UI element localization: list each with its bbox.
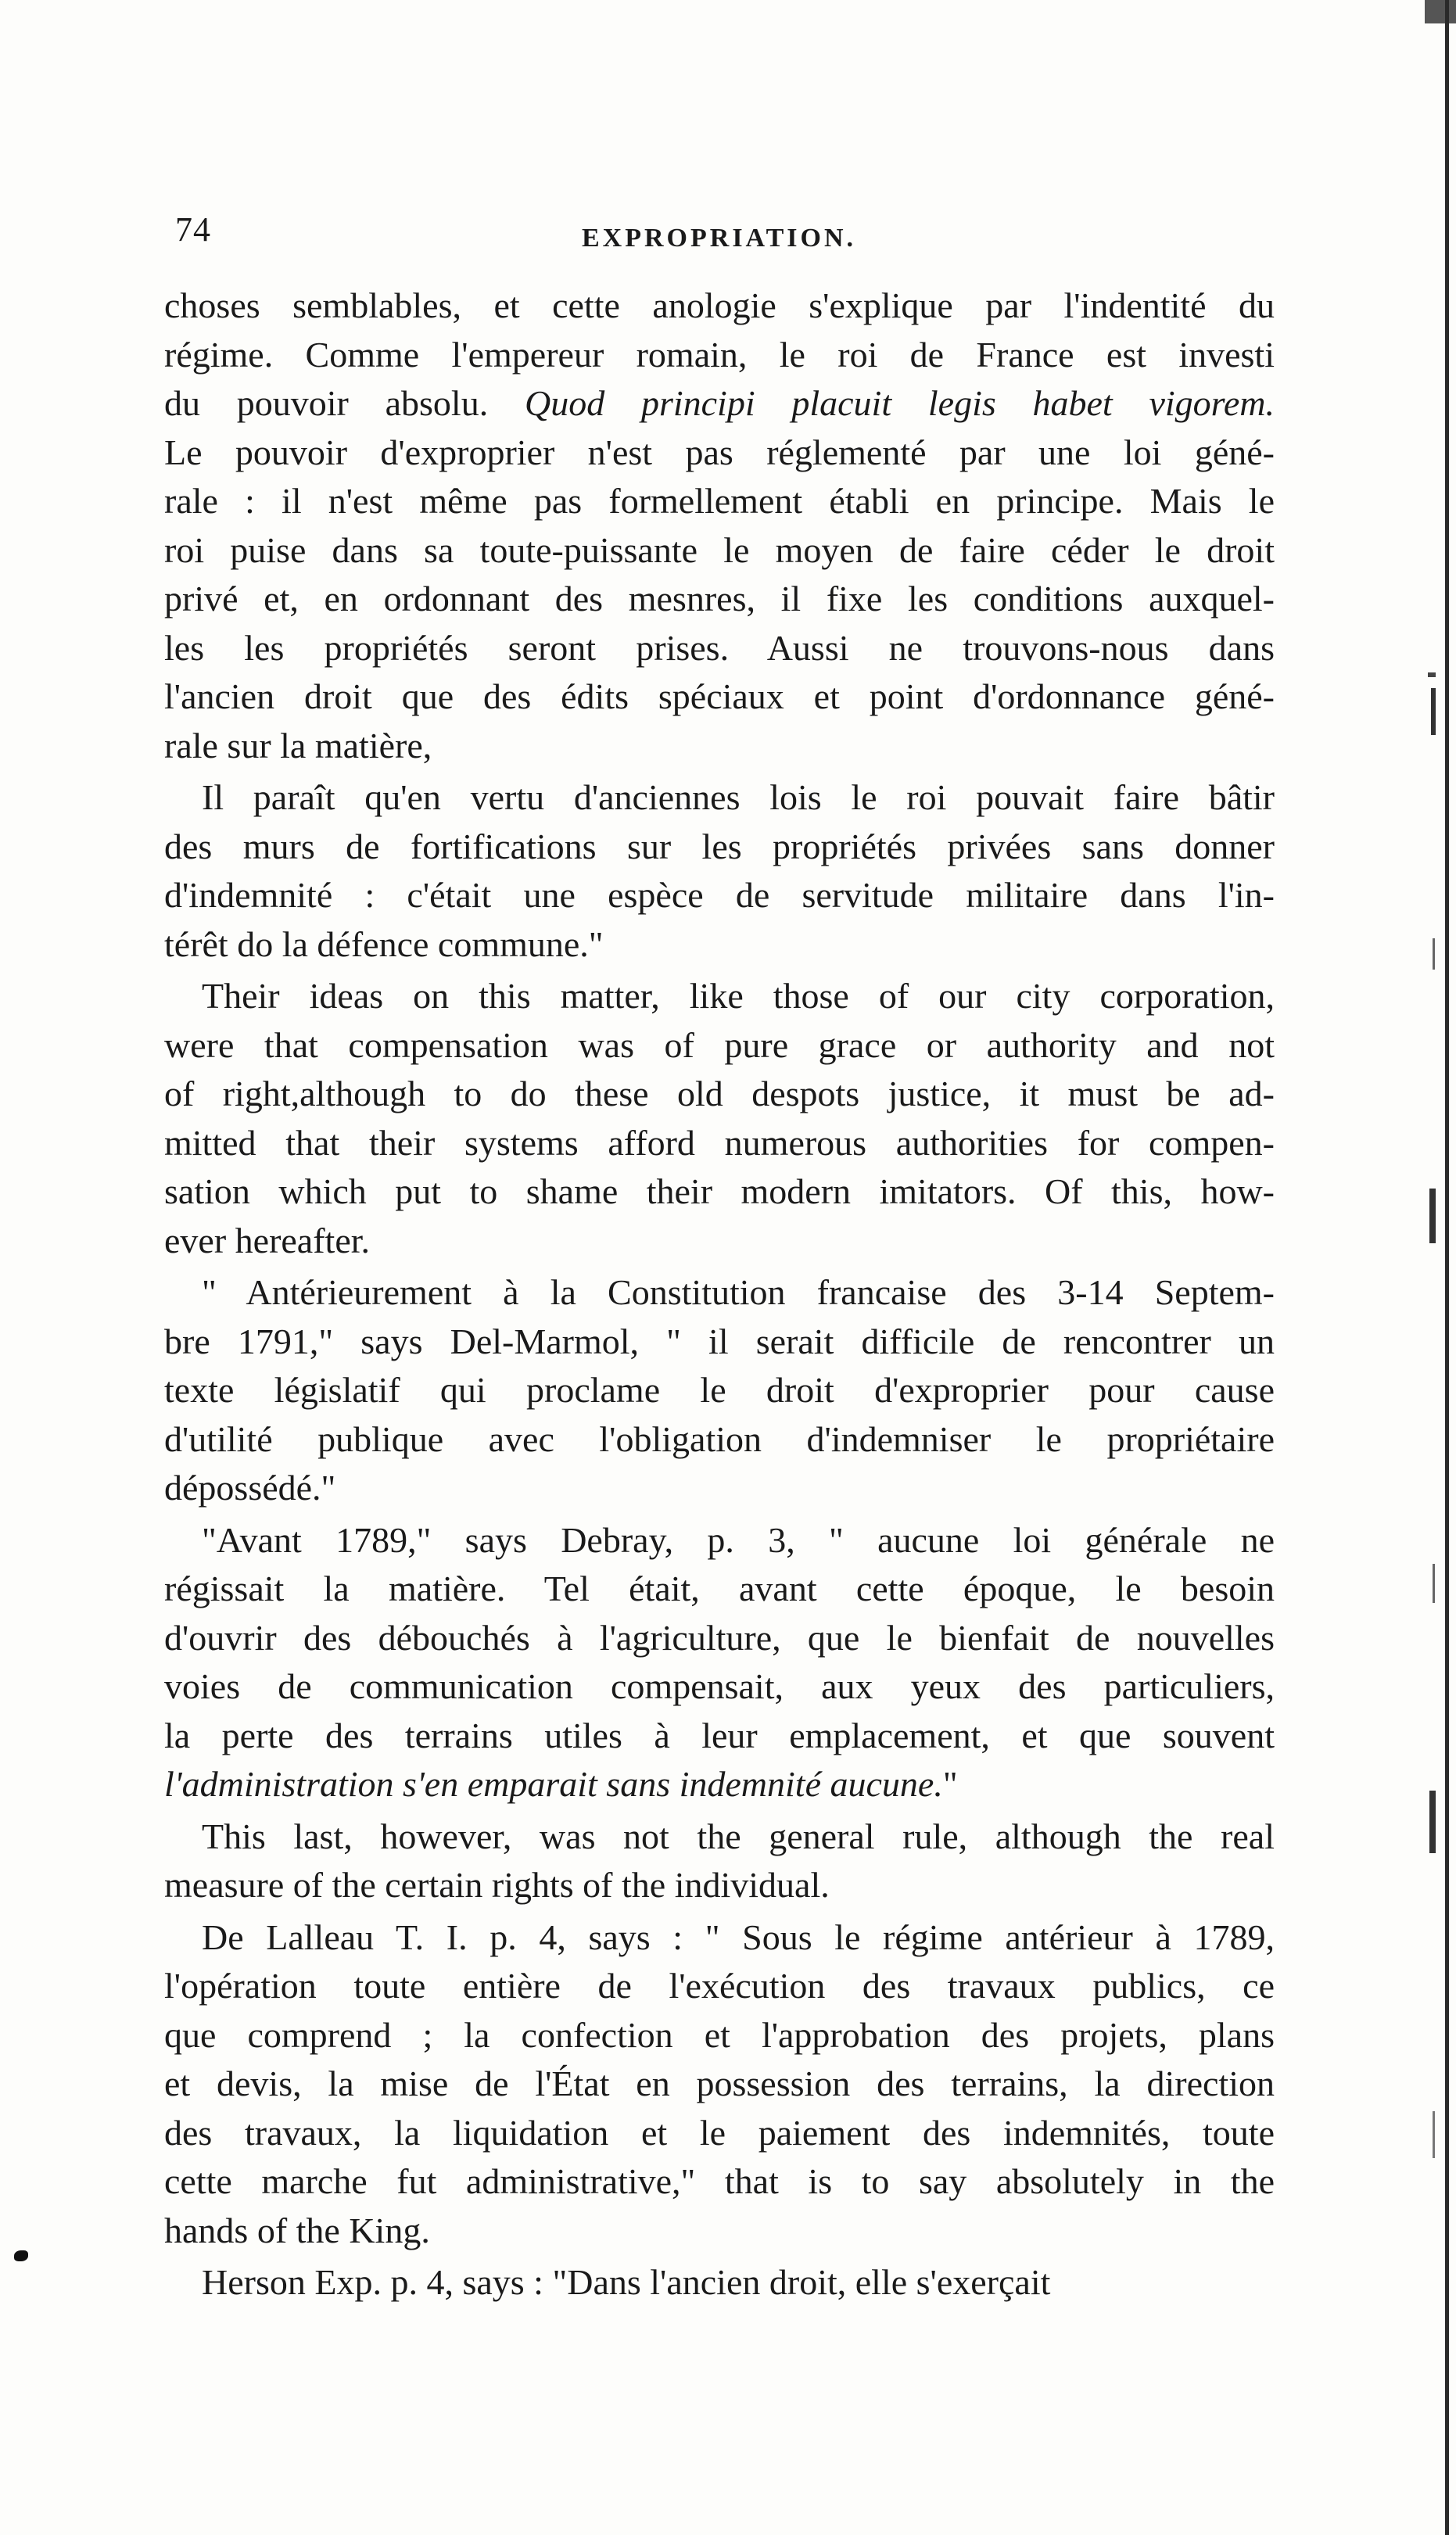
text-line: d'utilité publique avec l'obligation d'indemniser le propriétaire bbox=[164, 1418, 1275, 1459]
paragraph bbox=[164, 2258, 1275, 2307]
text-line: of right,although to do these old despots justice, it must be ad- bbox=[164, 1074, 1275, 1113]
text-line: régissait la matière. Tel était, avant cette époque, le besoin bbox=[164, 1569, 1275, 1608]
paragraph bbox=[164, 1516, 1275, 1809]
text-line: voies de communication compensait, aux yeux des particuliers, bbox=[164, 1666, 1275, 1706]
text-line: térêt do la défence commune." bbox=[164, 923, 604, 964]
text-line: d'indemnité : c'était une espèce de servitude militaire dans l'in- bbox=[164, 875, 1275, 915]
text-line: roi puise dans sa toute-puissante le moyen de faire céder le droit bbox=[164, 529, 1275, 570]
page-header bbox=[175, 210, 1286, 256]
text-line: l'administration s'en emparait sans indemnité aucune." bbox=[164, 1764, 958, 1804]
page-number: 74 bbox=[175, 210, 211, 249]
text-line: cette marche fut administrative," that is to say absolutely in the bbox=[164, 2161, 1275, 2201]
text-line: Il paraît qu'en vertu d'anciennes lois le roi pouvait faire bâtir bbox=[202, 777, 1275, 817]
text-line: Their ideas on this matter, like those of our city corporation, bbox=[202, 976, 1275, 1016]
text-line: sation which put to shame their modern imitators. Of this, how- bbox=[164, 1171, 1275, 1211]
text-line: hands of the King. bbox=[164, 2210, 430, 2250]
text-line: measure of the certain rights of the individual. bbox=[164, 1865, 830, 1905]
paragraph bbox=[164, 972, 1275, 1265]
text-line: " Antérieurement à la Constitution francaise des 3-14 Septem- bbox=[202, 1272, 1275, 1312]
paragraph bbox=[164, 1913, 1275, 2256]
text-line: des murs de fortifications sur les propriétés privées sans donner bbox=[164, 826, 1275, 866]
text-line: bre 1791," says Del-Marmol, " il serait difficile de rencontrer un bbox=[164, 1321, 1275, 1361]
text-line: dépossédé." bbox=[164, 1468, 336, 1508]
text-line: rale sur la matière, bbox=[164, 725, 432, 766]
body-text bbox=[164, 281, 1275, 2307]
text-line: et devis, la mise de l'État en possession des terrains, la direction bbox=[164, 2063, 1275, 2103]
paragraph bbox=[164, 1813, 1275, 1910]
text-line: rale : il n'est même pas formellement établi en principe. Mais le bbox=[164, 481, 1275, 521]
text-line: privé et, en ordonnant des mesnres, il fixe les conditions auxquel- bbox=[164, 579, 1275, 619]
text-line: This last, however, was not the general rule, although the real bbox=[202, 1816, 1275, 1856]
text-line: were that compensation was of pure grace or authority and not bbox=[164, 1024, 1275, 1065]
text-line: l'ancien droit que des édits spéciaux et point d'ordonnance géné- bbox=[164, 676, 1275, 716]
running-head: EXPROPRIATION. bbox=[582, 224, 856, 253]
scan-speck bbox=[14, 2250, 28, 2261]
text-line: mitted that their systems afford numerous authorities for compen- bbox=[164, 1122, 1275, 1163]
text-line: du pouvoir absolu. Quod principi placuit legis habet vigorem. bbox=[164, 383, 1275, 423]
text-line: l'opération toute entière de l'exécution des travaux publics, ce bbox=[164, 1966, 1275, 2006]
text-line: la perte des terrains utiles à leur emplacement, et que souvent bbox=[164, 1715, 1275, 1755]
text-line: régime. Comme l'empereur romain, le roi de France est investi bbox=[164, 334, 1275, 375]
text-line: Herson Exp. p. 4, says : "Dans l'ancien droit, elle s'exerçait bbox=[202, 2262, 1051, 2302]
text-line: texte législatif qui proclame le droit d'exproprier pour cause bbox=[164, 1370, 1275, 1410]
text-line: des travaux, la liquidation et le paiement des indemnités, toute bbox=[164, 2112, 1275, 2153]
text-line: d'ouvrir des débouchés à l'agriculture, que le bienfait de nouvelles bbox=[164, 1617, 1275, 1658]
text-line: De Lalleau T. I. p. 4, says : " Sous le régime antérieur à 1789, bbox=[202, 1916, 1275, 1957]
paragraph bbox=[164, 281, 1275, 770]
scan-edge-artifacts bbox=[1425, 0, 1456, 2535]
text-line: ever hereafter. bbox=[164, 1220, 371, 1260]
text-line: que comprend ; la confection et l'approbation des projets, plans bbox=[164, 2014, 1275, 2055]
paragraph bbox=[164, 773, 1275, 969]
text-line: les les propriétés seront prises. Aussi ne trouvons-nous dans bbox=[164, 627, 1275, 668]
text-line: "Avant 1789," says Debray, p. 3, " aucune loi générale ne bbox=[202, 1519, 1275, 1560]
paragraph bbox=[164, 1268, 1275, 1513]
text-line: Le pouvoir d'exproprier n'est pas réglementé par une loi géné- bbox=[164, 432, 1275, 472]
text-line: choses semblables, et cette anologie s'explique par l'indentité du bbox=[164, 285, 1275, 325]
